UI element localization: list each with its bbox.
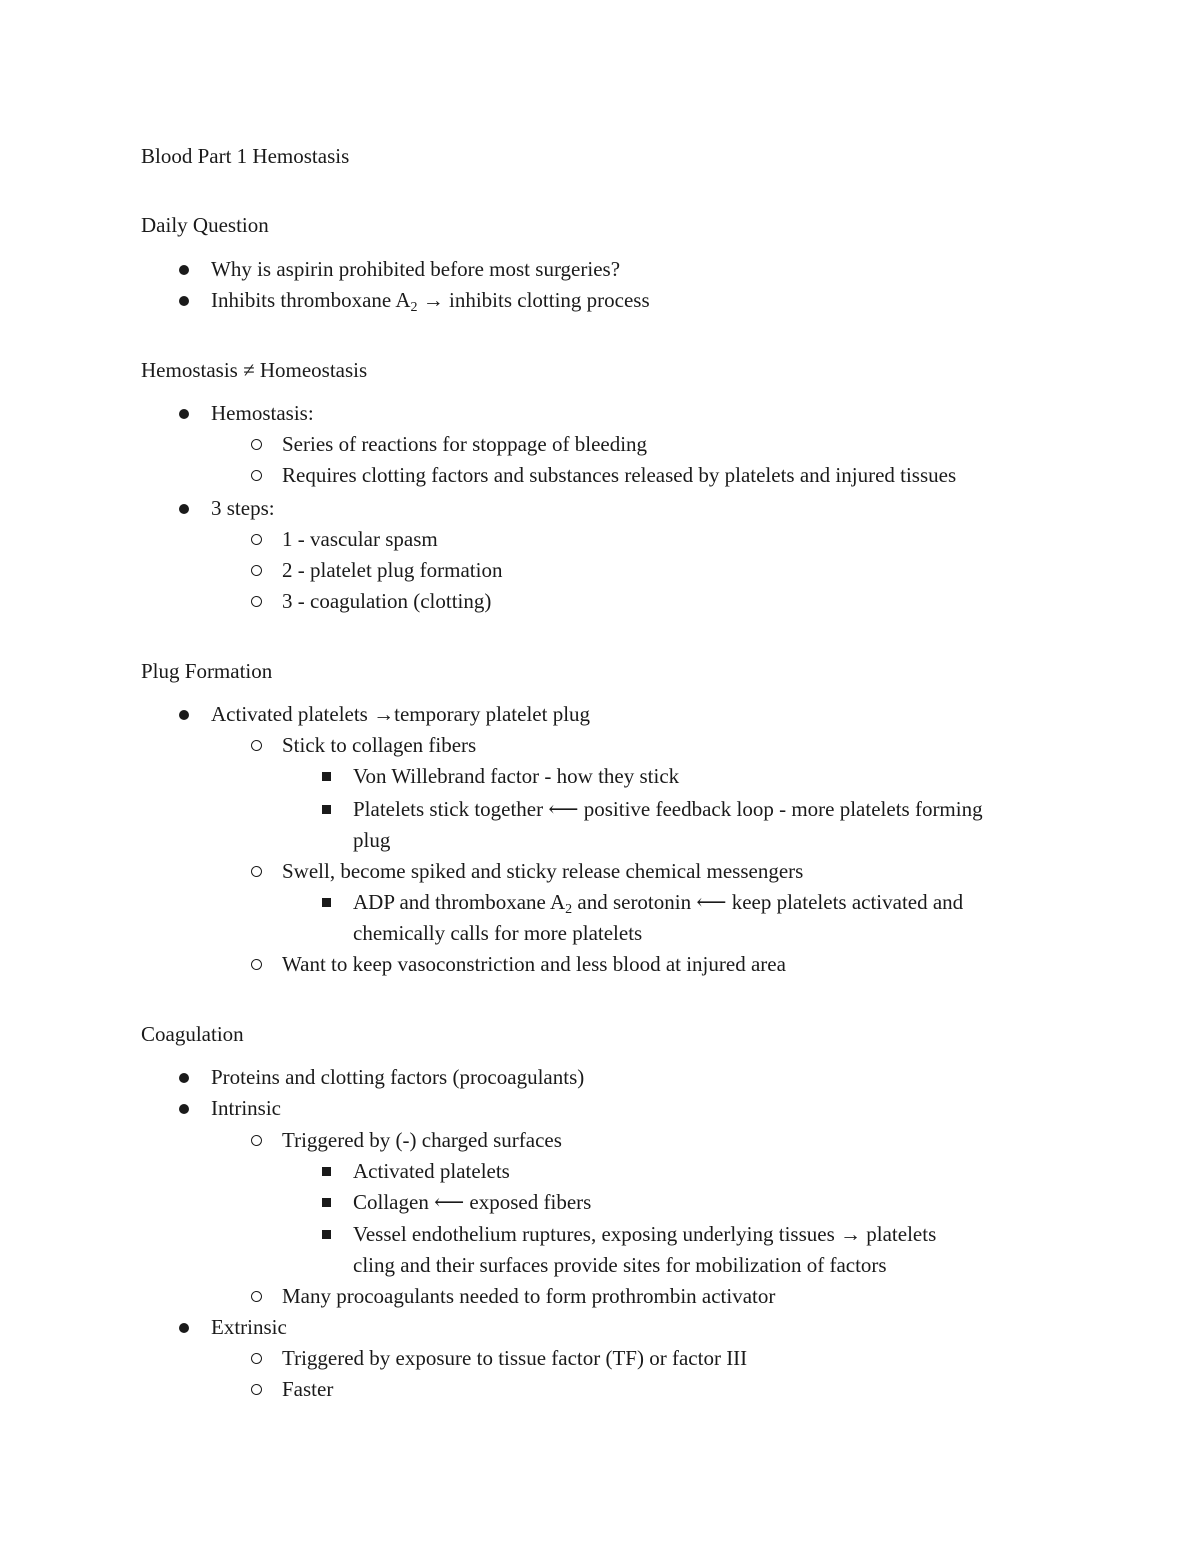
bullet-circle-icon xyxy=(243,557,269,583)
list-item: Hemostasis: xyxy=(211,401,314,425)
list-item: 1 - vascular spasm xyxy=(282,527,438,551)
list-item: Von Willebrand factor - how they stick xyxy=(353,764,680,788)
bullet-circle-icon xyxy=(243,431,269,457)
bullet-square-icon xyxy=(313,889,339,915)
bullet-circle-icon xyxy=(243,1283,269,1309)
section-heading-coagulation: Coagulation xyxy=(141,1022,244,1046)
bullet-circle-icon xyxy=(243,526,269,552)
list-item: Stick to collagen fibers xyxy=(282,733,477,757)
bullet-square-icon xyxy=(313,1189,339,1215)
bullet-disc-icon xyxy=(171,1095,197,1121)
bullet-square-icon xyxy=(313,796,339,822)
bullet-square-icon xyxy=(313,1221,339,1247)
bullet-circle-icon xyxy=(243,1127,269,1153)
bullet-circle-icon xyxy=(243,858,269,884)
list-item-continuation: plug xyxy=(353,828,391,852)
list-item: Triggered by (-) charged surfaces xyxy=(282,1128,562,1152)
bullet-circle-icon xyxy=(243,951,269,977)
section-heading-hemostasis: Hemostasis ≠ Homeostasis xyxy=(141,358,368,382)
bullet-circle-icon xyxy=(243,1376,269,1402)
bullet-disc-icon xyxy=(171,701,197,727)
bullet-disc-icon xyxy=(171,256,197,282)
list-item xyxy=(211,287,650,313)
list-item: Activated platelets →temporary platelet plug xyxy=(211,702,591,726)
list-item: Faster xyxy=(282,1377,334,1401)
list-item-continuation: cling and their surfaces provide sites for mobilization of factors xyxy=(353,1253,887,1277)
bullet-circle-icon xyxy=(243,1345,269,1371)
bullet-disc-icon xyxy=(171,1314,197,1340)
list-item: Want to keep vasoconstriction and less blood at injured area xyxy=(282,952,786,976)
bullet-square-icon xyxy=(313,763,339,789)
list-item: Activated platelets xyxy=(353,1159,510,1183)
section-heading-plug-formation: Plug Formation xyxy=(141,659,273,683)
list-item xyxy=(353,889,963,915)
list-item: Why is aspirin prohibited before most surgeries? xyxy=(211,257,621,281)
bullet-disc-icon xyxy=(171,1064,197,1090)
list-item: Proteins and clotting factors (procoagulants) xyxy=(211,1065,585,1089)
list-item: Series of reactions for stoppage of bleeding xyxy=(282,432,648,456)
list-item: 3 - coagulation (clotting) xyxy=(282,589,492,613)
text-run: and serotonin ⟵ keep platelets activated and xyxy=(572,890,964,914)
list-item: Swell, become spiked and sticky release chemical messengers xyxy=(282,859,804,883)
section-heading-daily-question: Daily Question xyxy=(141,213,269,237)
text-run: → inhibits clotting process xyxy=(417,288,650,312)
list-item: Intrinsic xyxy=(211,1096,281,1120)
document-title: Blood Part 1 Hemostasis xyxy=(141,144,350,168)
bullet-square-icon xyxy=(313,1158,339,1184)
list-item: Collagen ⟵ exposed fibers xyxy=(353,1190,592,1214)
list-item-continuation: chemically calls for more platelets xyxy=(353,921,643,945)
list-item: Platelets stick together ⟵ positive feedback loop - more platelets forming xyxy=(353,797,983,821)
list-item: 3 steps: xyxy=(211,496,275,520)
subscript: 2 xyxy=(565,902,573,917)
list-item: Vessel endothelium ruptures, exposing underlying tissues → platelets xyxy=(353,1222,937,1246)
list-item: Triggered by exposure to tissue factor (TF) or factor III xyxy=(282,1346,748,1370)
list-item: 2 - platelet plug formation xyxy=(282,558,503,582)
bullet-circle-icon xyxy=(243,588,269,614)
bullet-circle-icon xyxy=(243,462,269,488)
bullet-disc-icon xyxy=(171,287,197,313)
list-item: Extrinsic xyxy=(211,1315,287,1339)
text-run: Inhibits thromboxane A xyxy=(211,288,411,312)
bullet-circle-icon xyxy=(243,732,269,758)
bullet-disc-icon xyxy=(171,400,197,426)
bullet-disc-icon xyxy=(171,495,197,521)
subscript: 2 xyxy=(410,300,418,315)
list-item: Many procoagulants needed to form prothrombin activator xyxy=(282,1284,776,1308)
text-run: ADP and thromboxane A xyxy=(353,890,566,914)
list-item: Requires clotting factors and substances released by platelets and injured tissues xyxy=(282,463,957,487)
